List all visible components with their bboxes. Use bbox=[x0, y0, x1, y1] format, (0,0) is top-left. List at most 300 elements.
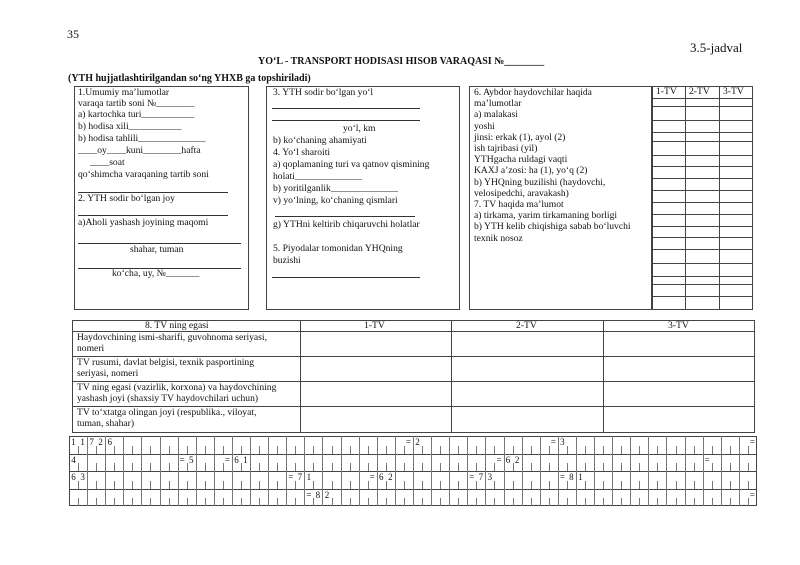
code-grid-cell: 5 bbox=[188, 454, 194, 465]
code-grid-cell: = bbox=[704, 454, 710, 465]
fill-line bbox=[272, 108, 420, 109]
code-grid-col-line bbox=[114, 481, 115, 489]
code-grid-cell: 1 bbox=[306, 472, 312, 482]
general-info-line: shahar, tuman bbox=[130, 244, 184, 255]
code-grid-col-line bbox=[685, 489, 686, 507]
driver-info-line: KAXJ a’zosi: ha (1), yo‘q (2) bbox=[474, 165, 588, 177]
code-grid-col-line bbox=[621, 446, 622, 454]
code-grid-col-line bbox=[214, 471, 215, 489]
code-grid-col-line bbox=[223, 498, 224, 506]
code-grid-col-line bbox=[313, 446, 314, 454]
code-grid-col-line bbox=[150, 498, 151, 506]
code-grid-col-line bbox=[341, 471, 342, 489]
code-grid-col-line bbox=[485, 489, 486, 507]
road-info-line: yo‘l, km bbox=[343, 123, 376, 134]
code-grid-col-line bbox=[648, 454, 649, 472]
code-grid-col-line bbox=[485, 436, 486, 454]
code-grid-col-line bbox=[395, 454, 396, 472]
code-grid-col-line bbox=[440, 481, 441, 489]
code-grid-col-line bbox=[413, 471, 414, 489]
driver-info-line: texnik nosoz bbox=[474, 232, 523, 244]
code-grid-cell: 6 bbox=[505, 454, 511, 465]
code-grid-col-line bbox=[178, 489, 179, 507]
code-grid-col-line bbox=[259, 481, 260, 489]
code-grid-col-line bbox=[666, 489, 667, 507]
fill-line bbox=[78, 243, 241, 244]
code-grid-col-line bbox=[350, 498, 351, 506]
code-grid-col-line bbox=[295, 498, 296, 506]
general-info-line: varaqa tartib soni №________ bbox=[78, 98, 195, 109]
code-grid-col-line bbox=[567, 498, 568, 506]
code-grid-col-line bbox=[739, 489, 740, 507]
code-grid-col-line bbox=[395, 436, 396, 454]
code-grid-col-line bbox=[413, 489, 414, 507]
driver-info-line: velosipedchi, aravakash) bbox=[474, 187, 569, 199]
code-grid-col-line bbox=[96, 498, 97, 506]
code-grid-col-line bbox=[359, 471, 360, 489]
code-grid-cell: 2 bbox=[324, 489, 330, 500]
tv-row-line bbox=[652, 155, 753, 156]
code-grid-col-line bbox=[214, 436, 215, 454]
code-grid-col-line bbox=[540, 436, 541, 454]
owner-table-col-1tv: 1-TV bbox=[364, 320, 385, 331]
code-grid-col-line bbox=[440, 498, 441, 506]
code-grid-col-line bbox=[467, 489, 468, 507]
owner-table-divider bbox=[300, 320, 301, 433]
code-grid-col-line bbox=[169, 498, 170, 506]
driver-info-line: yoshi bbox=[474, 120, 495, 132]
general-info-line: ko‘cha, uy, №_______ bbox=[112, 268, 200, 279]
code-grid-cell: = bbox=[749, 489, 755, 500]
driver-info-line: jinsi: erkak (1), ayol (2) bbox=[474, 131, 566, 143]
code-grid-col-line bbox=[585, 498, 586, 506]
code-grid-col-line bbox=[431, 454, 432, 472]
code-grid-col-line bbox=[703, 471, 704, 489]
code-grid-col-line bbox=[350, 446, 351, 454]
code-grid-col-line bbox=[422, 446, 423, 454]
code-grid-col-line bbox=[332, 481, 333, 489]
tv-row-line bbox=[652, 296, 753, 297]
code-grid-col-line bbox=[241, 481, 242, 489]
general-info-line: qo‘shimcha varaqaning tartib soni bbox=[78, 169, 209, 180]
code-grid-col-line bbox=[739, 454, 740, 472]
driver-info-line: a) malakasi bbox=[474, 109, 518, 121]
code-grid-col-line bbox=[648, 471, 649, 489]
code-grid-col-line bbox=[639, 446, 640, 454]
tv-row-line bbox=[652, 263, 753, 264]
owner-table-col-3tv: 3-TV bbox=[668, 320, 689, 331]
code-grid-col-line bbox=[377, 454, 378, 472]
owner-table-divider bbox=[451, 320, 452, 433]
code-grid-col-line bbox=[531, 463, 532, 471]
code-grid-col-line bbox=[494, 446, 495, 454]
road-info-line: 3. YTH sodir bo‘lgan yo‘l bbox=[273, 87, 374, 98]
driver-info-line: b) YTH kelib chiqishiga sabab bo‘luvchi bbox=[474, 221, 631, 233]
code-grid-col-line bbox=[268, 471, 269, 489]
code-grid-col-line bbox=[603, 463, 604, 471]
code-grid-col-line bbox=[223, 446, 224, 454]
code-grid-col-line bbox=[467, 454, 468, 472]
road-info-line: b) yoritilganlik______________ bbox=[273, 183, 398, 194]
code-grid-col-line bbox=[730, 463, 731, 471]
code-grid-col-line bbox=[404, 498, 405, 506]
code-grid-cell: 3 bbox=[487, 472, 493, 482]
code-grid-cell: 2 bbox=[98, 437, 103, 447]
owner-table-cell: TV ning egasi (vazirlik, korxona) va haydovchining bbox=[77, 382, 277, 393]
code-grid-col-line bbox=[603, 498, 604, 506]
code-grid-col-line bbox=[241, 498, 242, 506]
code-grid-col-line bbox=[286, 454, 287, 472]
owner-table-header: 8. TV ning egasi bbox=[145, 320, 209, 331]
code-grid-col-line bbox=[594, 471, 595, 489]
code-grid-col-line bbox=[268, 436, 269, 454]
code-grid-col-line bbox=[322, 471, 323, 489]
code-grid-col-line bbox=[449, 436, 450, 454]
code-grid-col-line bbox=[531, 481, 532, 489]
code-grid-col-line bbox=[721, 454, 722, 472]
code-grid-col-line bbox=[413, 454, 414, 472]
tv-row-line bbox=[652, 166, 753, 167]
code-grid-col-line bbox=[196, 454, 197, 472]
code-grid-col-line bbox=[476, 498, 477, 506]
code-grid-col-line bbox=[730, 498, 731, 506]
code-grid-col-line bbox=[666, 454, 667, 472]
owner-table-cell: tuman, shahar) bbox=[77, 418, 135, 429]
general-info-line: 1.Umumiy ma’lumotlar bbox=[78, 87, 170, 98]
code-grid-col-line bbox=[141, 471, 142, 489]
code-grid-col-line bbox=[585, 446, 586, 454]
code-grid-col-line bbox=[458, 498, 459, 506]
code-grid-col-line bbox=[341, 436, 342, 454]
road-info-line: g) YTHni keltirib chiqaruvchi holatlar bbox=[273, 219, 420, 230]
code-grid-cell: 1 bbox=[578, 472, 583, 482]
code-grid-col-line bbox=[96, 463, 97, 471]
code-grid-col-line bbox=[313, 463, 314, 471]
code-grid-col-line bbox=[585, 463, 586, 471]
code-grid-col-line bbox=[449, 489, 450, 507]
code-grid-col-line bbox=[114, 498, 115, 506]
owner-table-cell: seriyasi, nomeri bbox=[77, 368, 139, 379]
code-grid-col-line bbox=[322, 454, 323, 472]
code-grid-col-line bbox=[621, 463, 622, 471]
code-grid-col-line bbox=[232, 489, 233, 507]
code-grid-col-line bbox=[676, 498, 677, 506]
code-grid-col-line bbox=[549, 481, 550, 489]
road-info-line: 4. Yo‘l sharoiti bbox=[273, 147, 331, 158]
general-info-line: ____soat bbox=[90, 157, 125, 168]
code-grid-col-line bbox=[485, 454, 486, 472]
code-grid-col-line bbox=[332, 498, 333, 506]
code-grid-col-line bbox=[739, 471, 740, 489]
code-grid-col-line bbox=[169, 463, 170, 471]
owner-table-cell: nomeri bbox=[77, 343, 105, 354]
code-grid-col-line bbox=[377, 436, 378, 454]
code-grid-col-line bbox=[694, 481, 695, 489]
code-grid-col-line bbox=[223, 481, 224, 489]
code-grid-col-line bbox=[160, 471, 161, 489]
tv-row-line bbox=[652, 190, 753, 191]
fill-line bbox=[275, 216, 415, 217]
code-grid-col-line bbox=[630, 454, 631, 472]
code-grid-col-line bbox=[232, 471, 233, 489]
code-grid-col-line bbox=[458, 481, 459, 489]
code-grid-cell: = bbox=[749, 437, 755, 447]
code-grid-col-line bbox=[187, 446, 188, 454]
code-grid-cell: 1 bbox=[71, 437, 76, 447]
code-grid-cell: 2 bbox=[415, 437, 420, 447]
code-grid-col-line bbox=[304, 454, 305, 472]
code-grid-col-line bbox=[132, 463, 133, 471]
code-grid-col-line bbox=[359, 454, 360, 472]
code-grid-cell: 3 bbox=[80, 472, 85, 482]
code-grid-col-line bbox=[648, 489, 649, 507]
code-grid-col-line bbox=[494, 498, 495, 506]
code-grid-col-line bbox=[449, 454, 450, 472]
code-grid-col-line bbox=[386, 498, 387, 506]
code-grid-col-line bbox=[549, 463, 550, 471]
road-info-line: 5. Piyodalar tomonidan YHQning bbox=[273, 243, 403, 254]
code-grid-col-line bbox=[531, 498, 532, 506]
code-grid-col-line bbox=[286, 436, 287, 454]
code-grid-col-line bbox=[458, 446, 459, 454]
code-grid-col-line bbox=[639, 498, 640, 506]
code-grid-col-line bbox=[123, 471, 124, 489]
driver-info-line: 7. TV haqida ma’lumot bbox=[474, 199, 564, 210]
code-grid-col-line bbox=[585, 481, 586, 489]
code-grid-col-line bbox=[730, 446, 731, 454]
code-grid-col-line bbox=[431, 471, 432, 489]
driver-info-line: ma’lumotlar bbox=[474, 98, 522, 110]
code-grid-col-line bbox=[676, 463, 677, 471]
code-grid-col-line bbox=[105, 471, 106, 489]
code-grid-col-line bbox=[169, 481, 170, 489]
code-grid-col-line bbox=[666, 471, 667, 489]
form-subtitle: (YTH hujjatlashtirilgandan so‘ng YHXB ga topshiriladi) bbox=[68, 73, 311, 84]
code-grid-col-line bbox=[721, 489, 722, 507]
code-grid-col-line bbox=[476, 463, 477, 471]
road-info-line: buzishi bbox=[273, 255, 301, 266]
owner-table-cell: TV rusumi, davlat belgisi, texnik pasportining bbox=[77, 357, 255, 368]
code-grid-col-line bbox=[286, 489, 287, 507]
code-grid-col-line bbox=[178, 471, 179, 489]
code-grid-col-line bbox=[730, 481, 731, 489]
fill-line bbox=[78, 215, 228, 216]
code-grid-col-line bbox=[341, 489, 342, 507]
code-grid-col-line bbox=[657, 481, 658, 489]
code-grid-col-line bbox=[422, 481, 423, 489]
driver-info-line: 6. Aybdor haydovchilar haqida bbox=[474, 87, 592, 98]
code-grid-col-line bbox=[150, 463, 151, 471]
code-grid-col-line bbox=[422, 498, 423, 506]
code-grid-col-line bbox=[404, 481, 405, 489]
code-grid-col-line bbox=[141, 489, 142, 507]
code-grid-col-line bbox=[277, 463, 278, 471]
code-grid-col-line bbox=[232, 436, 233, 454]
code-grid-col-line bbox=[676, 446, 677, 454]
driver-info-line: b) YHQning buzilishi (haydovchi, bbox=[474, 176, 606, 188]
code-grid-col-line bbox=[295, 463, 296, 471]
code-grid-col-line bbox=[205, 498, 206, 506]
code-grid-col-line bbox=[123, 454, 124, 472]
table-reference: 3.5-jadval bbox=[690, 40, 743, 55]
code-grid-col-line bbox=[630, 436, 631, 454]
tv-row-line bbox=[652, 120, 753, 121]
code-grid-col-line bbox=[141, 436, 142, 454]
code-grid-col-line bbox=[621, 498, 622, 506]
code-grid-col-line bbox=[422, 463, 423, 471]
road-info-line: v) yo‘lning, ko‘chaning qismlari bbox=[273, 195, 398, 206]
code-grid-col-line bbox=[504, 436, 505, 454]
tv-row-line bbox=[652, 98, 753, 99]
code-grid-col-line bbox=[169, 446, 170, 454]
code-grid-cell: = bbox=[179, 454, 185, 465]
owner-table-col-2tv: 2-TV bbox=[516, 320, 537, 331]
code-grid-col-line bbox=[712, 498, 713, 506]
tv-row-line bbox=[652, 178, 753, 179]
code-grid-col-line bbox=[395, 489, 396, 507]
code-grid-cell: = bbox=[405, 437, 411, 447]
code-grid-col-line bbox=[196, 436, 197, 454]
tv-row-line bbox=[652, 226, 753, 227]
code-grid-cell: = bbox=[369, 472, 375, 482]
tv-row-line bbox=[652, 132, 753, 133]
owner-table-cell: Haydovchining ismi-sharifi, guvohnoma seriyasi, bbox=[77, 332, 267, 343]
code-grid-col-line bbox=[657, 446, 658, 454]
code-grid-col-line bbox=[612, 454, 613, 472]
code-grid-col-line bbox=[196, 489, 197, 507]
driver-info-line: a) tirkama, yarim tirkamaning borligi bbox=[474, 210, 618, 222]
code-grid-col-line bbox=[721, 436, 722, 454]
code-grid-col-line bbox=[612, 489, 613, 507]
code-grid-col-line bbox=[639, 481, 640, 489]
code-grid-col-line bbox=[576, 454, 577, 472]
code-grid-col-line bbox=[703, 489, 704, 507]
code-grid-col-line bbox=[558, 454, 559, 472]
code-grid-col-line bbox=[558, 489, 559, 507]
code-grid-col-line bbox=[513, 498, 514, 506]
code-grid-col-line bbox=[721, 471, 722, 489]
code-grid-col-line bbox=[685, 436, 686, 454]
code-grid-col-line bbox=[467, 436, 468, 454]
tv-row-line bbox=[652, 237, 753, 238]
code-grid-col-line bbox=[476, 446, 477, 454]
code-grid-col-line bbox=[621, 481, 622, 489]
code-grid-col-line bbox=[205, 481, 206, 489]
code-grid-col-line bbox=[341, 454, 342, 472]
code-grid-cell: 6 bbox=[107, 437, 112, 447]
code-grid-cell: 6 bbox=[234, 454, 239, 465]
code-grid-col-line bbox=[96, 481, 97, 489]
code-grid-col-line bbox=[504, 489, 505, 507]
code-grid-col-line bbox=[494, 481, 495, 489]
code-grid-col-line bbox=[540, 489, 541, 507]
code-grid-col-line bbox=[105, 489, 106, 507]
code-grid-col-line bbox=[712, 481, 713, 489]
code-grid-col-line bbox=[214, 489, 215, 507]
code-grid-col-line bbox=[739, 436, 740, 454]
code-grid-cell: 2 bbox=[514, 454, 520, 465]
code-grid-col-line bbox=[160, 489, 161, 507]
code-grid-col-line bbox=[522, 436, 523, 454]
fill-line bbox=[272, 120, 420, 121]
code-grid-col-line bbox=[712, 446, 713, 454]
code-grid-col-line bbox=[522, 489, 523, 507]
code-grid-col-line bbox=[187, 481, 188, 489]
code-grid-col-line bbox=[114, 446, 115, 454]
code-grid-col-line bbox=[504, 471, 505, 489]
tv-row-line bbox=[652, 284, 753, 285]
fill-line bbox=[78, 268, 241, 269]
tv-row-line bbox=[652, 214, 753, 215]
code-grid-cell: = bbox=[559, 472, 565, 482]
code-grid-col-line bbox=[205, 463, 206, 471]
code-grid-col-line bbox=[132, 481, 133, 489]
code-grid-cell: 3 bbox=[560, 437, 565, 447]
code-grid-col-line bbox=[187, 498, 188, 506]
code-grid-cell: 4 bbox=[71, 454, 76, 465]
code-grid-col-line bbox=[332, 463, 333, 471]
general-info-line: 2. YTH sodir bo‘lgan joy bbox=[78, 193, 175, 204]
tv-header-2: 2-TV bbox=[689, 86, 710, 97]
code-grid-col-line bbox=[196, 471, 197, 489]
code-grid-col-line bbox=[694, 498, 695, 506]
code-grid-col-line bbox=[87, 471, 88, 489]
code-grid-col-line bbox=[160, 436, 161, 454]
code-grid-col-line bbox=[576, 436, 577, 454]
code-grid-col-line bbox=[567, 446, 568, 454]
tv-row-line bbox=[652, 276, 753, 277]
code-grid-cell: = bbox=[288, 472, 294, 482]
code-grid-col-line bbox=[160, 454, 161, 472]
tv-header-1: 1-TV bbox=[656, 86, 677, 97]
code-grid-col-line bbox=[205, 446, 206, 454]
code-grid-col-line bbox=[259, 463, 260, 471]
code-grid-col-line bbox=[241, 446, 242, 454]
code-grid-col-line bbox=[214, 454, 215, 472]
owner-table-divider bbox=[603, 320, 604, 433]
code-grid-col-line bbox=[268, 454, 269, 472]
code-grid-col-line bbox=[132, 498, 133, 506]
code-grid-col-line bbox=[685, 454, 686, 472]
code-grid-col-line bbox=[368, 498, 369, 506]
code-grid-col-line bbox=[332, 446, 333, 454]
code-grid-cell: 7 bbox=[297, 472, 303, 482]
road-info-line: holati______________ bbox=[273, 171, 363, 182]
code-grid-col-line bbox=[277, 446, 278, 454]
code-grid-col-line bbox=[313, 481, 314, 489]
tv-row-line bbox=[652, 249, 753, 250]
code-grid-col-line bbox=[304, 436, 305, 454]
code-grid-col-line bbox=[123, 436, 124, 454]
code-grid-col-line bbox=[594, 489, 595, 507]
code-grid-col-line bbox=[567, 463, 568, 471]
code-grid-col-line bbox=[694, 446, 695, 454]
code-grid-col-line bbox=[712, 463, 713, 471]
code-grid-col-line bbox=[386, 463, 387, 471]
code-grid-col-line bbox=[612, 471, 613, 489]
code-grid-cell: 8 bbox=[569, 472, 574, 482]
code-grid-cell: 6 bbox=[71, 472, 76, 482]
code-grid-col-line bbox=[368, 463, 369, 471]
code-grid-cell: = bbox=[496, 454, 502, 465]
owner-table-cell: yashash joyi (shaxsiy TV haydovchilari uchun) bbox=[77, 393, 259, 404]
code-grid-col-line bbox=[268, 489, 269, 507]
code-grid-col-line bbox=[576, 489, 577, 507]
code-grid-col-line bbox=[440, 446, 441, 454]
code-grid-col-line bbox=[123, 489, 124, 507]
code-grid-col-line bbox=[703, 436, 704, 454]
code-grid-col-line bbox=[350, 481, 351, 489]
